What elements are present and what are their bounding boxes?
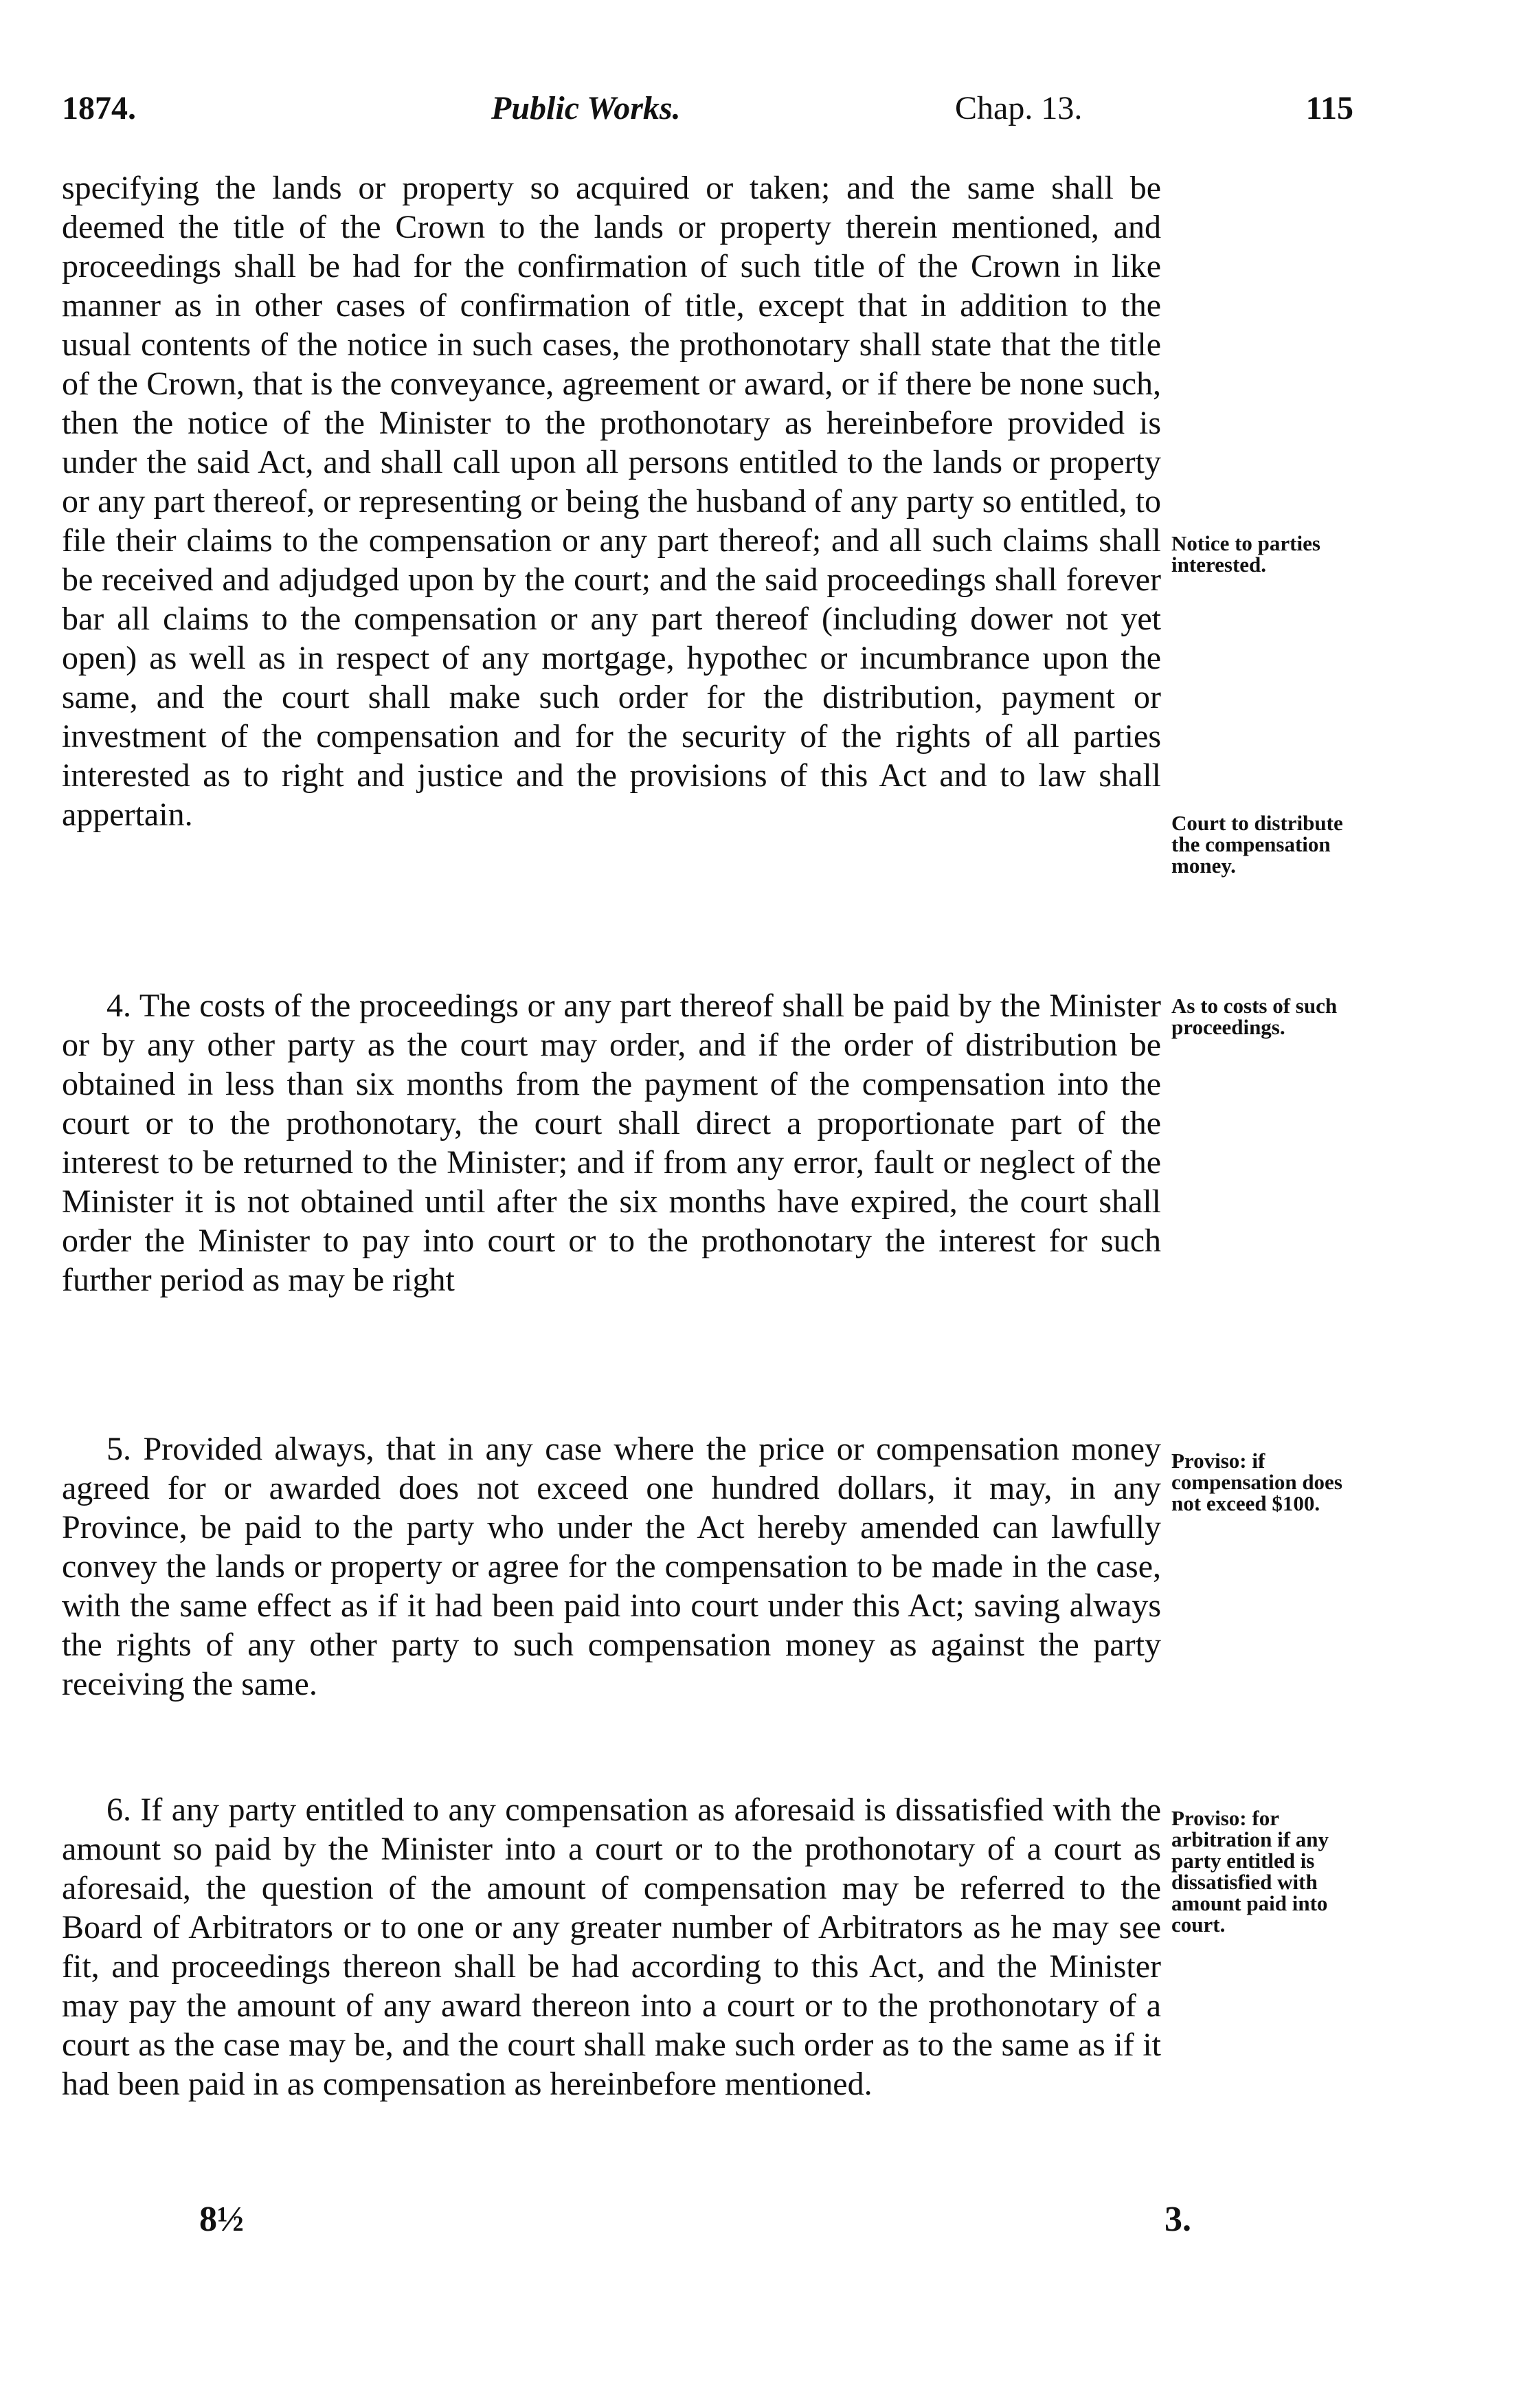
margin-note-proviso-100: Proviso: if compensation does not exceed $100.	[1171, 1449, 1342, 1515]
header-chapter: Chap. 13.	[955, 90, 1083, 126]
margin-note-costs: As to costs of such proceedings.	[1171, 994, 1338, 1039]
margin-note-proviso-arbitration: Proviso: for arbitration if any party entitled is dissatisfied with amount paid into court.	[1171, 1806, 1329, 1937]
header-year: 1874.	[62, 90, 136, 126]
section-6-paragraph: 6. If any party entitled to any compensation as aforesaid is dissatisfied with the amount so paid by the Minister into a court or to the prothonotary of a court as aforesaid, the question of the amount of compensation may be referred to the Board of Arbitrators or to one or any greater number of Arbitrators as he may see fit, and proceedings thereon shall be had according to this Act, and the Minister may pay the amount of any award thereon into a court or to the prothonotary of a court as the case may be, and the court shall make such order as to the same as if it had been paid in as compensation as hereinbefore mentioned.	[62, 1792, 1161, 2102]
header-title: Public Works.	[491, 90, 681, 126]
footer-signature-mark: 8½	[199, 2200, 244, 2239]
section-4-paragraph: 4. The costs of the proceedings or any part thereof shall be paid by the Minister or by any other party as the court may order, and if the order of distribution be obtained in less than six months from the payment of the compensation into the court or to the prothonotary, the court shall direct a proportionate part of the interest to be returned to the Minister; and if from any error, fault or neglect of the Minister it is not obtained until after the six months have expired, the court shall order the Minister to pay into court or to the prothonotary the interest for such further period as may be right	[62, 988, 1161, 1298]
page-footer	[62, 2199, 1230, 2254]
header-page-number: 115	[1305, 90, 1353, 126]
section-5-paragraph: 5. Provided always, that in any case where the price or compensation money agreed for or awarded does not exceed one hundred dollars, it may, in any Province, be paid to the party who under the Act hereby amended can lawfully convey the lands or property or agree for the compensation to be made in the case, with the same effect as if it had been paid into court under this Act; saving always the rights of any other party to such compensation money as against the party receiving the same.	[62, 1431, 1161, 1702]
margin-note-notice: Notice to parties interested.	[1171, 531, 1320, 577]
running-header	[62, 89, 1353, 144]
margin-note-distribution: Court to distribute the compensation money.	[1171, 811, 1343, 878]
continuation-paragraph: specifying the lands or property so acquired or taken; and the same shall be deemed the title of the Crown to the lands or property therein mentioned, and proceedings shall be had for the confirmation of such title of the Crown in like manner as in other cases of confirmation of title, except that in addition to the usual contents of the notice in such cases, the prothonotary shall state that the title of the Crown, that is the conveyance, agreement or award, or if there be none such, then the notice of the Minister to the prothonotary as hereinbefore provided is under the said Act, and shall call upon all persons entitled to the lands or property or any part thereof, or representing or being the husband of any party so entitled, to file their claims to the compensation or any part thereof; and all such claims shall be received and adjudged upon by the court; and the said proceedings shall forever bar all claims to the compensation or any part thereof (including dower not yet open) as well as in respect of any mortgage, hypothec or incumbrance upon the same, and the court shall make such order for the distribution, payment or investment of the compensation and for the security of the rights of all parties interested as to right and justice and the provisions of this Act and to law shall appertain.	[62, 170, 1161, 833]
footer-sheet-number: 3.	[1164, 2200, 1191, 2239]
